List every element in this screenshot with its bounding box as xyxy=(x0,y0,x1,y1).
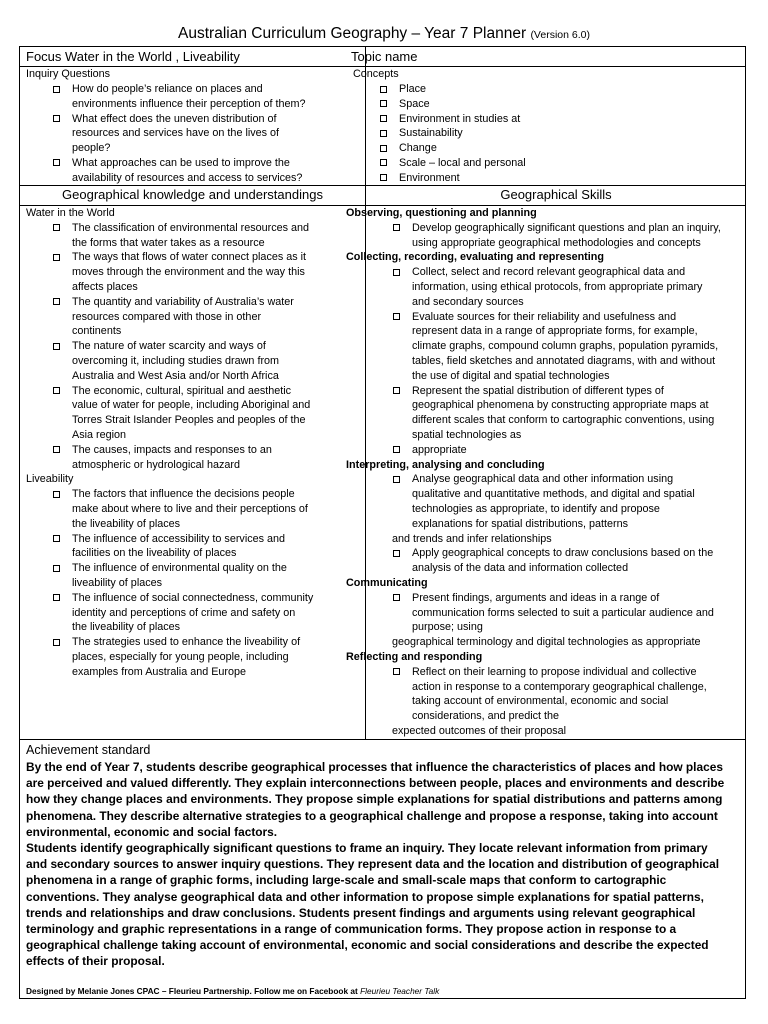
checkbox[interactable] xyxy=(53,594,60,601)
skill-item xyxy=(366,591,741,650)
achievement-line: are perceived and valued differently. They explain interconnections between people, places and environments and describe xyxy=(26,776,725,791)
water-item xyxy=(26,443,362,473)
checkbox[interactable] xyxy=(393,387,400,394)
item-line: The quantity and variability of Australia’s water xyxy=(72,295,294,308)
item-line: Environment in studies at xyxy=(399,112,521,125)
liveability-item xyxy=(26,561,362,591)
skill-item xyxy=(366,665,741,739)
item-line: communication forms selected to suit a particular audience and xyxy=(412,606,714,619)
item-line: explanations for spatial distributions, patterns xyxy=(412,517,629,530)
skills-column xyxy=(346,206,741,739)
footer-credit xyxy=(26,985,439,997)
achievement-text xyxy=(26,759,742,970)
item-line: tables, field sketches and annotated diagrams, with and without xyxy=(412,354,716,367)
checkbox[interactable] xyxy=(380,100,387,107)
skill-items-list xyxy=(366,221,741,251)
skill-item xyxy=(366,546,741,576)
version-label: (Version 6.0) xyxy=(530,29,590,41)
item-line: examples from Australia and Europe xyxy=(72,665,247,678)
liveability-item xyxy=(26,532,362,562)
water-label: Water in the World xyxy=(26,207,115,219)
liveability-item xyxy=(26,487,362,531)
skill-section-heading: Collecting, recording, evaluating and representing xyxy=(346,251,604,264)
checkbox[interactable] xyxy=(53,446,60,453)
item-line: Place xyxy=(399,83,427,95)
item-line: people? xyxy=(72,142,111,155)
item-line: What effect does the uneven distribution of xyxy=(72,112,277,125)
checkbox[interactable] xyxy=(53,86,60,93)
item-line: Develop geographically significant questions and plan an inquiry, xyxy=(412,221,721,234)
checkbox[interactable] xyxy=(53,535,60,542)
item-line: action in response to a contemporary geographical challenge, xyxy=(412,680,707,693)
checkbox[interactable] xyxy=(380,159,387,166)
skill-section-heading: Interpreting, analysing and concluding xyxy=(346,458,545,471)
checkbox[interactable] xyxy=(393,446,400,453)
page-title xyxy=(0,25,768,43)
skill-item xyxy=(366,443,741,458)
checkbox[interactable] xyxy=(53,343,60,350)
item-line: The influence of environmental quality on the xyxy=(72,562,287,575)
item-line: What approaches can be used to improve the xyxy=(72,156,290,169)
liveability-item xyxy=(26,635,362,679)
achievement-line: phenomena. They describe alternative strategies to a geographical challenge and propose a response, taking into account xyxy=(26,808,718,823)
item-line: The classification of environmental resources and xyxy=(72,221,310,234)
skill-item xyxy=(366,472,741,546)
item-line: Scale – local and personal xyxy=(399,156,526,169)
item-continuation-line: expected outcomes of their proposal xyxy=(392,724,567,737)
row-divider xyxy=(20,739,745,740)
item-line: the liveability of places xyxy=(72,517,181,530)
concept-item xyxy=(353,171,733,186)
item-line: environments influence their perception of them? xyxy=(72,97,306,110)
achievement-line: Students identify geographically significant questions to frame an inquiry. They locate relevant information from primary xyxy=(26,841,708,856)
item-line: Represent the spatial distribution of different types of xyxy=(412,384,664,397)
item-line: The influence of accessibility to services and xyxy=(72,532,286,545)
checkbox[interactable] xyxy=(53,639,60,646)
item-line: The factors that influence the decisions people xyxy=(72,488,295,501)
item-line: spatial technologies as xyxy=(412,428,522,441)
checkbox[interactable] xyxy=(53,298,60,305)
item-line: climate graphs, compound column graphs, population pyramids, xyxy=(412,340,719,353)
item-line: resources compared with those in other xyxy=(72,310,262,323)
item-line: and secondary sources xyxy=(412,295,524,308)
item-line: the use of digital and spatial technologies xyxy=(412,369,610,382)
knowledge-header: Geographical knowledge and understandings xyxy=(62,187,323,202)
item-line: liveability of places xyxy=(72,576,163,589)
checkbox[interactable] xyxy=(393,550,400,557)
item-line: moves through the environment and the way this xyxy=(72,266,305,279)
skill-item xyxy=(366,310,741,384)
water-item xyxy=(26,339,362,383)
checkbox[interactable] xyxy=(393,668,400,675)
checkbox[interactable] xyxy=(53,224,60,231)
item-line: Collect, select and record relevant geographical data and xyxy=(412,266,686,279)
item-line: facilities on the liveability of places xyxy=(72,547,237,560)
checkbox[interactable] xyxy=(53,254,60,261)
water-item xyxy=(26,384,362,443)
item-line: considerations, and predict the xyxy=(412,710,560,723)
checkbox[interactable] xyxy=(393,313,400,320)
checkbox[interactable] xyxy=(380,115,387,122)
item-continuation-line: and trends and infer relationships xyxy=(392,532,552,545)
inquiry-question xyxy=(26,112,362,156)
item-line: Present findings, arguments and ideas in a range of xyxy=(412,591,660,604)
water-items-list xyxy=(26,221,362,473)
item-line: The influence of social connectedness, community xyxy=(72,591,314,604)
checkbox[interactable] xyxy=(53,491,60,498)
item-line: technologies as appropriate, to identify and propose xyxy=(412,502,660,515)
achievement-line: terminology and graphic representations in a range of communication forms. They propose action in response to a xyxy=(26,922,677,937)
skill-item xyxy=(366,265,741,309)
item-line: The ways that flows of water connect places as it xyxy=(72,251,307,264)
skill-item xyxy=(366,384,741,443)
achievement-line: phenomena in a range of graphic forms, including large-scale and small-scale maps that conform to cartographic xyxy=(26,873,667,888)
planner-table xyxy=(19,46,746,999)
item-line: Asia region xyxy=(72,428,127,441)
knowledge-column xyxy=(26,206,362,680)
item-line: Space xyxy=(399,97,430,110)
topic-header: Topic name xyxy=(351,49,418,64)
water-item xyxy=(26,221,362,251)
item-line: affects places xyxy=(72,280,138,293)
checkbox[interactable] xyxy=(380,174,387,181)
item-line: atmospheric or hydrological hazard xyxy=(72,458,241,471)
achievement-line: effects of their proposal. xyxy=(26,954,165,969)
liveability-items-list xyxy=(26,487,362,679)
item-line: information, using ethical protocols, from appropriate primary xyxy=(412,280,703,293)
item-line: availability of resources and access to services? xyxy=(72,171,303,184)
item-line: represent data in a range of appropriate forms, for example, xyxy=(412,325,698,338)
item-line: The economic, cultural, spiritual and aesthetic xyxy=(72,384,292,397)
achievement-line: how they change places and environments. They propose simple explanations for spatial distributions and patterns among xyxy=(26,792,723,807)
item-line: The strategies used to enhance the liveability of xyxy=(72,636,301,649)
skill-item xyxy=(366,221,741,251)
item-line: Environment xyxy=(399,171,460,184)
item-line: Torres Strait Islander Peoples and peoples of the xyxy=(72,414,306,427)
skill-items-list xyxy=(366,265,741,457)
concept-item xyxy=(353,156,733,171)
title-text: Australian Curriculum Geography – Year 7 Planner xyxy=(178,25,527,42)
concepts-label: Concepts xyxy=(353,68,399,80)
item-line: continents xyxy=(72,325,122,338)
checkbox[interactable] xyxy=(380,130,387,137)
skill-items-list xyxy=(366,591,741,650)
concepts-list xyxy=(353,82,733,186)
checkbox[interactable] xyxy=(53,159,60,166)
water-item xyxy=(26,250,362,294)
item-line: Sustainability xyxy=(399,127,463,140)
item-line: using appropriate geographical methodologies and concepts xyxy=(412,236,701,249)
item-line: the forms that water takes as a resource xyxy=(72,236,265,249)
skill-section-heading: Observing, questioning and planning xyxy=(346,207,537,219)
item-line: Australia and West Asia and/or North Africa xyxy=(72,369,279,382)
item-line: Reflect on their learning to propose individual and collective xyxy=(412,665,697,678)
item-line: qualitative and quantitative methods, and digital and spatial xyxy=(412,488,695,501)
concept-item xyxy=(353,97,733,112)
checkbox[interactable] xyxy=(393,269,400,276)
concept-item xyxy=(353,126,733,141)
item-line: geographical phenomena by constructing appropriate maps at xyxy=(412,399,709,412)
skill-items-list xyxy=(366,665,741,739)
inquiry-questions-list xyxy=(26,82,362,186)
inquiry-question xyxy=(26,82,362,112)
item-line: different scales that conform to cartographic conventions, using xyxy=(412,414,715,427)
item-line: resources and services have on the lives of xyxy=(72,127,280,140)
concept-item xyxy=(353,141,733,156)
inquiry-label: Inquiry Questions xyxy=(26,68,111,80)
item-continuation-line: geographical terminology and digital technologies as appropriate xyxy=(392,636,701,649)
item-line: How do people’s reliance on places and xyxy=(72,83,263,95)
item-line: The causes, impacts and responses to an xyxy=(72,443,272,456)
achievement-title: Achievement standard xyxy=(26,743,151,757)
checkbox[interactable] xyxy=(53,565,60,572)
item-line: overcoming it, including studies drawn from xyxy=(72,354,280,367)
focus-header: Focus Water in the World , Liveability xyxy=(26,49,240,64)
liveability-item xyxy=(26,591,362,635)
item-line: The nature of water scarcity and ways of xyxy=(72,340,266,353)
item-line: appropriate xyxy=(412,443,467,456)
item-line: Evaluate sources for their reliability and usefulness and xyxy=(412,310,677,323)
item-line: the liveability of places xyxy=(72,621,181,634)
checkbox[interactable] xyxy=(393,594,400,601)
concept-item xyxy=(353,112,733,127)
checkbox[interactable] xyxy=(53,115,60,122)
achievement-line: and secondary sources to answer inquiry questions. They represent data and the location and distribution of geographical xyxy=(26,857,720,872)
checkbox[interactable] xyxy=(53,387,60,394)
item-line: Change xyxy=(399,142,437,155)
item-line: analysis of the data and information collected xyxy=(412,562,629,575)
skills-header: Geographical Skills xyxy=(500,187,612,202)
checkbox[interactable] xyxy=(393,224,400,231)
achievement-line: By the end of Year 7, students describe geographical processes that influence the characteristics of places and how places xyxy=(26,760,723,774)
checkbox[interactable] xyxy=(380,145,387,152)
checkbox[interactable] xyxy=(393,476,400,483)
item-line: taking account of environmental, economic and social xyxy=(412,695,669,708)
checkbox[interactable] xyxy=(380,86,387,93)
footer-link[interactable]: Fleurieu Teacher Talk xyxy=(360,986,440,996)
skill-section-heading: Communicating xyxy=(346,576,428,589)
achievement-line: geographical challenge taking account of environmental, economic and social considerations and describe the expected xyxy=(26,938,709,953)
item-line: purpose; using xyxy=(412,621,483,634)
item-line: value of water for people, including Aboriginal and xyxy=(72,399,311,412)
skill-items-list xyxy=(366,472,741,576)
item-line: places, especially for young people, including xyxy=(72,650,289,663)
skill-section-heading: Reflecting and responding xyxy=(346,650,483,663)
concept-item xyxy=(353,82,733,97)
item-line: Apply geographical concepts to draw conclusions based on the xyxy=(412,547,714,560)
achievement-line: environmental, economic and social factors. xyxy=(26,824,278,839)
water-item xyxy=(26,295,362,339)
liveability-label: Liveability xyxy=(26,473,74,486)
inquiry-question xyxy=(26,156,362,186)
item-line: Analyse geographical data and other information using xyxy=(412,473,674,486)
item-line: make about where to live and their perceptions of xyxy=(72,502,308,515)
footer-text: Designed by Melanie Jones CPAC – Fleurieu Partnership. Follow me on Facebook at xyxy=(26,986,361,996)
achievement-line: conventions. They analyse geographical data and other information to propose simple explanations for spatial patterns, xyxy=(26,889,704,904)
achievement-line: trends and relationships and draw conclusions. Students present findings and arguments using relevant geographical xyxy=(26,905,696,920)
item-line: identity and perceptions of crime and safety on xyxy=(72,606,296,619)
